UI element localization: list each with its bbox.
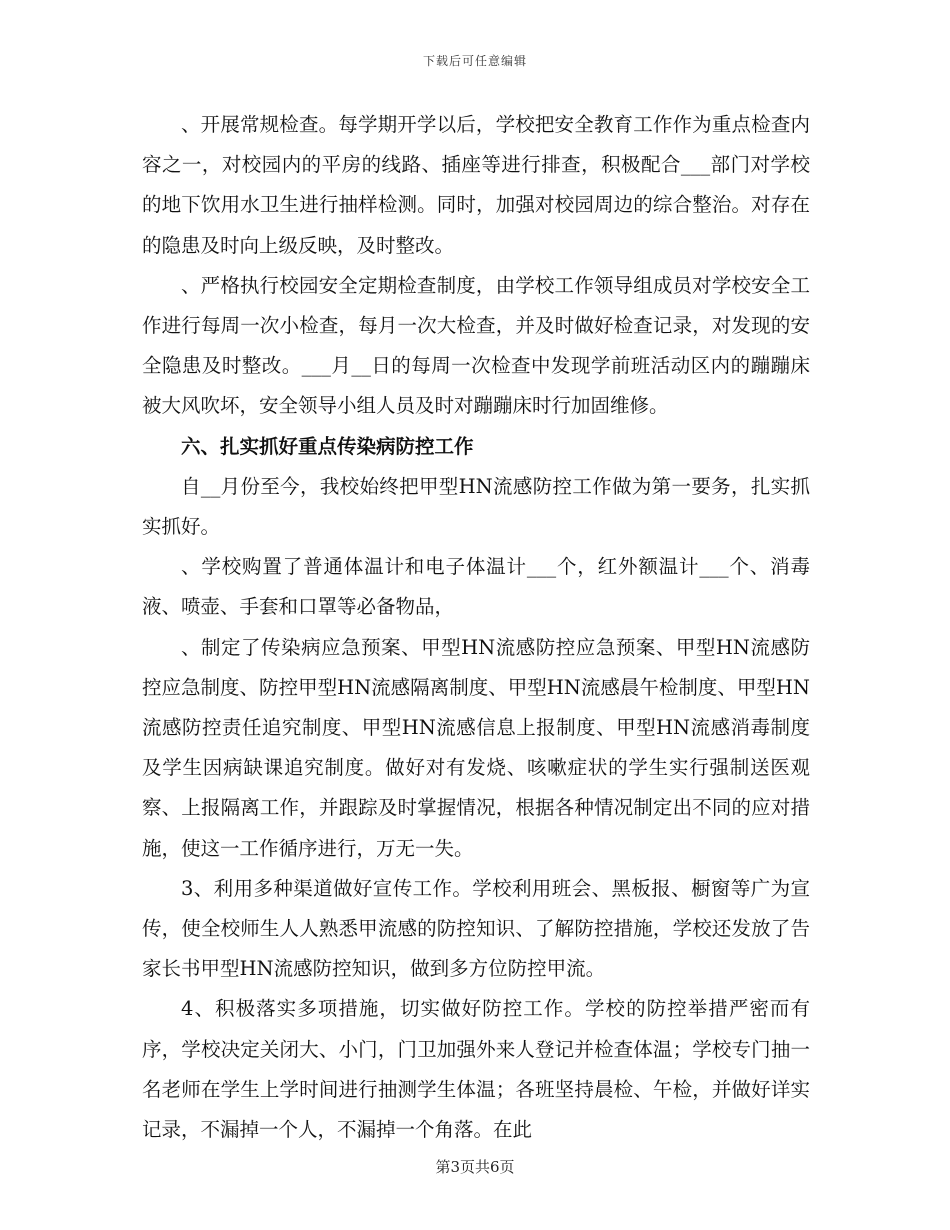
paragraph-periodic-inspection: 、严格执行校园安全定期检查制度，由学校工作领导组成员对学校安全工作进行每周一次小检查，每月一次大检查，并及时做好检查记录，对发现的安全隐患及时整改。___月__日的每周一次检查中发现学前班活动区内的蹦蹦床被大风吹坏，安全领导小组人员及时对蹦蹦床时行加固维修。 xyxy=(142,273,810,418)
paragraph-routine-inspection: 、开展常规检查。每学期开学以后，学校把安全教育工作作为重点检查内容之一，对校园内的平房的线路、插座等进行排查，积极配合___部门对学校的地下饮用水卫生进行抽样检测。同时，加强对校园周边的综合整治。对存在的隐患及时向上级反映，及时整改。 xyxy=(142,113,810,257)
page-header: 下载后可任意编辑 xyxy=(422,54,527,68)
document-body xyxy=(142,105,810,1150)
page-number: 第3页共6页 xyxy=(435,1158,515,1176)
paragraph-publicity: 3、利用多种渠道做好宣传工作。学校利用班会、黑板报、橱窗等广为宣传，使全校师生人人熟悉甲流感的防控知识、了解防控措施，学校还发放了告家长书甲型HN流感防控知识，做到多方位防控甲流。 xyxy=(142,876,810,981)
section-heading: 六、扎实抓好重点传染病防控工作 xyxy=(181,434,474,458)
paragraph-measures: 4、积极落实多项措施，切实做好防控工作。学校的防控举措严密而有序，学校决定关闭大、小门，门卫加强外来人登记并检查体温；学校专门抽一名老师在学生上学时间进行抽测学生体温；各班坚持晨检、午检，并做好详实记录，不漏掉一个人，不漏掉一个角落。在此 xyxy=(142,997,810,1142)
paragraph-supplies: 、学校购置了普通体温计和电子体温计___个，红外额温计___个、消毒液、喷壶、手套和口罩等必备物品， xyxy=(142,555,810,619)
paragraph-regulations: 、制定了传染病应急预案、甲型HN流感防控应急预案、甲型HN流感防控应急制度、防控甲型HN流感隔离制度、甲型HN流感晨午检制度、甲型HN流感防控责任追究制度、甲型HN流感信息上报制度、甲型HN流感消毒制度及学生因病缺课追究制度。做好对有发烧、咳嗽症状的学生实行强制送医观察、上报隔离工作，并跟踪及时掌握情况，根据各种情况制定出不同的应对措施，使这一工作循序进行，万无一失。 xyxy=(142,635,810,860)
paragraph-flu-priority: 自__月份至今，我校始终把甲型HN流感防控工作做为第一要务，扎实抓实抓好。 xyxy=(142,474,810,539)
